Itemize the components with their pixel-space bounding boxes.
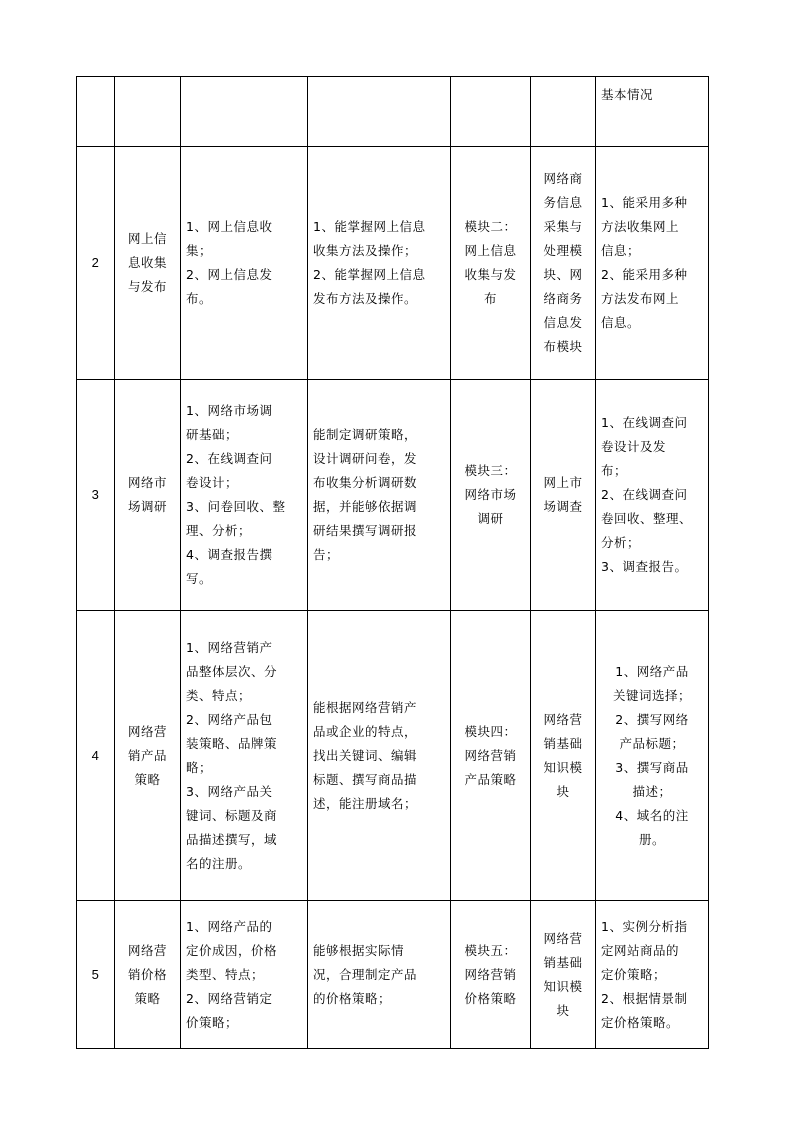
cell-line: 4、域名的注 [615, 807, 689, 823]
cell-line: 能够根据实际情 [313, 942, 405, 958]
ability-cell [308, 77, 451, 147]
cell-line: 价策略； [186, 1014, 239, 1030]
content-cell [181, 611, 308, 901]
cell-line: 知识模 [543, 978, 583, 994]
cell-line: 网络市场 [464, 487, 517, 502]
cell-line: 块、网 [543, 267, 583, 282]
cell-line: 设计调研问卷，发 [313, 451, 418, 466]
cell-line: 布； [601, 463, 628, 478]
cell-line: 卷设计及发 [601, 439, 667, 454]
cell-line: 卷设计； [186, 475, 239, 490]
cell-line: 方法收集网上 [601, 219, 680, 234]
module-cell [451, 380, 531, 611]
cell-line: 研基础； [186, 427, 239, 442]
cell-line: 布。 [186, 291, 213, 306]
cell-line: 的价格策略； [313, 990, 392, 1006]
cell-line: 网络营 [127, 723, 167, 739]
cell-line: 基本情况 [601, 87, 654, 102]
cell-line: 能根据网络营销产 [313, 699, 418, 715]
cell-line: 键词、标题及商 [186, 807, 278, 823]
cell-line: 网上信息 [464, 243, 517, 258]
cell-line: 产品策略 [464, 771, 517, 787]
requirement-cell [596, 77, 709, 147]
cell-line: 2、撰写网络 [615, 711, 689, 727]
cell-line: 布模块 [543, 339, 583, 354]
cell-line: 2、网络产品包 [186, 711, 273, 727]
cell-line: 息收集 [127, 255, 167, 270]
task-name-cell [115, 147, 181, 380]
task-name-cell [115, 901, 181, 1049]
cell-line: 2、在线调查问 [186, 451, 273, 466]
table-row [77, 77, 709, 147]
requirement-cell [596, 147, 709, 380]
requirement-cell [596, 901, 709, 1049]
cell-line: 策略 [134, 771, 161, 787]
cell-line: 1、能掌握网上信息 [313, 219, 426, 234]
index-cell [77, 380, 115, 611]
ability-cell [308, 380, 451, 611]
cell-line: 网络营销 [464, 966, 517, 982]
resource-module-cell [531, 77, 596, 147]
cell-line: 场调研 [127, 499, 167, 514]
cell-line: 能制定调研策略， [313, 427, 418, 442]
row-number: 4 [91, 747, 100, 763]
cell-line: 据，并能够依据调 [313, 499, 418, 514]
cell-line: 品或企业的特点， [313, 723, 418, 739]
cell-line: 1、能采用多种 [601, 195, 688, 210]
cell-line: 2、根据情景制 [601, 990, 688, 1006]
row-number: 5 [91, 966, 100, 982]
cell-line: 1、网络产品的 [186, 918, 273, 934]
index-cell [77, 147, 115, 380]
resource-module-cell [531, 147, 596, 380]
cell-line: 模块五： [464, 942, 517, 958]
cell-line: 品整体层次、分 [186, 663, 278, 679]
cell-line: 价格策略 [464, 990, 517, 1006]
cell-line: 网络营销 [464, 747, 517, 763]
cell-line: 模块四： [464, 723, 517, 739]
content-cell [181, 901, 308, 1049]
module-cell [451, 77, 531, 147]
ability-cell [308, 147, 451, 380]
cell-line: 2、能掌握网上信息 [313, 267, 426, 282]
cell-line: 信息发 [543, 315, 583, 330]
cell-line: 装策略、品牌策 [186, 735, 278, 751]
cell-line: 3、调查报告。 [601, 559, 688, 574]
cell-line: 名的注册。 [186, 855, 252, 871]
cell-line: 模块二： [464, 219, 517, 234]
cell-line: 描述； [632, 783, 672, 799]
cell-line: 场调查 [543, 499, 583, 514]
cell-line: 与发布 [127, 279, 167, 294]
cell-line: 类型、特点； [186, 966, 265, 982]
cell-line: 1、实例分析指 [601, 918, 688, 934]
cell-line: 述，能注册域名； [313, 795, 418, 811]
resource-module-cell [531, 380, 596, 611]
task-name-cell [115, 77, 181, 147]
cell-line: 定价成因，价格 [186, 942, 278, 958]
table-row [77, 611, 709, 901]
cell-line: 3、撰写商品 [615, 759, 689, 775]
cell-line: 方法发布网上 [601, 291, 680, 306]
cell-line: 告； [313, 547, 340, 562]
table-row [77, 380, 709, 611]
row-number: 2 [91, 255, 100, 270]
module-cell [451, 611, 531, 901]
cell-line: 产品标题； [619, 735, 685, 751]
cell-line: 收集方法及操作； [313, 243, 418, 258]
cell-line: 2、网络营销定 [186, 990, 273, 1006]
resource-module-cell [531, 611, 596, 901]
cell-line: 研结果撰写调研报 [313, 523, 418, 538]
task-name-cell [115, 380, 181, 611]
row-number: 3 [91, 487, 100, 502]
resource-module-cell [531, 901, 596, 1049]
cell-line: 网络营 [543, 711, 583, 727]
cell-line: 况，合理制定产品 [313, 966, 418, 982]
module-cell [451, 901, 531, 1049]
table-row [77, 147, 709, 380]
content-cell [181, 147, 308, 380]
cell-line: 写。 [186, 571, 213, 586]
module-cell [451, 147, 531, 380]
cell-line: 1、网上信息收 [186, 219, 273, 234]
cell-line: 2、网上信息发 [186, 267, 273, 282]
cell-line: 收集与发 [464, 267, 517, 282]
content-cell [181, 77, 308, 147]
cell-line: 2、在线调查问 [601, 487, 688, 502]
cell-line: 块 [556, 783, 570, 799]
cell-line: 3、网络产品关 [186, 783, 273, 799]
requirement-cell [596, 611, 709, 901]
cell-line: 品描述撰写，域 [186, 831, 278, 847]
table-row [77, 901, 709, 1049]
cell-line: 1、网络产品 [615, 663, 689, 679]
cell-line: 布收集分析调研数 [313, 475, 418, 490]
cell-line: 销价格 [127, 966, 167, 982]
cell-line: 定价格策略。 [601, 1014, 680, 1030]
cell-line: 销基础 [543, 954, 583, 970]
cell-line: 1、网络市场调 [186, 403, 273, 418]
cell-line: 采集与 [543, 219, 583, 234]
cell-line: 网上信 [127, 231, 167, 246]
cell-line: 处理模 [543, 243, 583, 258]
task-name-cell [115, 611, 181, 901]
cell-line: 模块三： [464, 463, 517, 478]
cell-line: 找出关键词、编辑 [313, 747, 418, 763]
cell-line: 2、能采用多种 [601, 267, 688, 282]
cell-line: 网络市 [127, 475, 167, 490]
cell-line: 块 [556, 1002, 570, 1018]
index-cell [77, 611, 115, 901]
cell-line: 销产品 [127, 747, 167, 763]
cell-line: 类、特点； [186, 687, 252, 703]
cell-line: 络商务 [543, 291, 583, 306]
cell-line: 网上市 [543, 475, 583, 490]
cell-line: 网络营 [127, 942, 167, 958]
cell-line: 卷回收、整理、 [601, 511, 693, 526]
cell-line: 定价策略； [601, 966, 667, 982]
cell-line: 布 [483, 291, 497, 306]
index-cell [77, 901, 115, 1049]
curriculum-table [76, 76, 709, 1049]
ability-cell [308, 611, 451, 901]
cell-line: 3、问卷回收、整 [186, 499, 286, 514]
requirement-cell [596, 380, 709, 611]
cell-line: 发布方法及操作。 [313, 291, 418, 306]
cell-line: 网络商 [543, 171, 583, 186]
cell-line: 关键词选择； [612, 687, 691, 703]
cell-line: 1、在线调查问 [601, 415, 688, 430]
cell-line: 1、网络营销产 [186, 639, 273, 655]
cell-line: 务信息 [543, 195, 583, 210]
cell-line: 调研 [477, 511, 504, 526]
ability-cell [308, 901, 451, 1049]
cell-line: 略； [186, 759, 213, 775]
cell-line: 网络营 [543, 930, 583, 946]
cell-line: 销基础 [543, 735, 583, 751]
content-cell [181, 380, 308, 611]
cell-line: 信息。 [601, 315, 641, 330]
cell-line: 定网站商品的 [601, 942, 680, 958]
cell-line: 集； [186, 243, 213, 258]
cell-line: 标题、撰写商品描 [313, 771, 418, 787]
cell-line: 知识模 [543, 759, 583, 775]
cell-line: 理、分析； [186, 523, 252, 538]
cell-line: 4、调查报告撰 [186, 547, 273, 562]
cell-line: 策略 [134, 990, 161, 1006]
index-cell [77, 77, 115, 147]
cell-line: 分析； [601, 535, 641, 550]
cell-line: 册。 [638, 831, 665, 847]
cell-line: 信息； [601, 243, 641, 258]
